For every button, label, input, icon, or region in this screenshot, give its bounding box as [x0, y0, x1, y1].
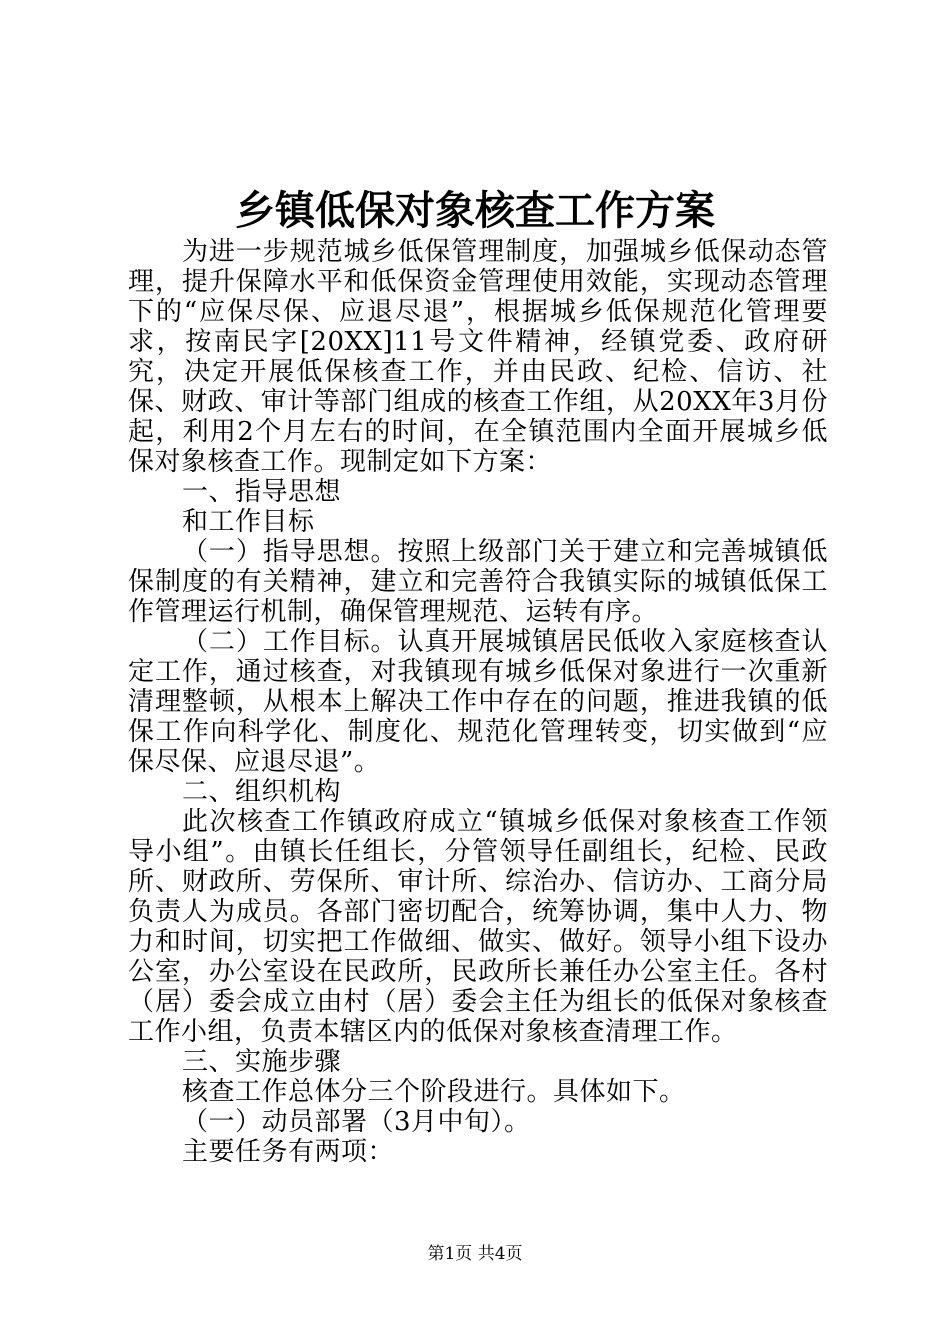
paragraph-organization: 此次核查工作镇政府成立“镇城乡低保对象核查工作领导小组”。由镇长任组长，分管领导任副组长，纪检、民政所、财政所、劳保所、审计所、综治办、信访办、工商分局负责人为成员。各部门密切配合，统筹协调，集中人力、物力和时间，切实把工作做细、做实、做好。领导小组下设办公室，办公室设在民政所，民政所长兼任办公室主任。各村（居）委会成立由村（居）委会主任为组长的低保对象核查工作小组，负责本辖区内的低保对象核查清理工作。 [128, 807, 828, 1047]
section-heading-guiding-thought: 一、指导思想 [182, 477, 342, 507]
page-number-footer: 第1页 共4页 [427, 1244, 523, 1264]
paragraph-main-tasks: 主要任务有两项： [182, 1137, 395, 1167]
document-body [128, 237, 828, 1167]
section-heading-continuation: 和工作目标 [182, 507, 315, 537]
section-heading-organization: 二、组织机构 [182, 777, 342, 807]
document-title: 乡镇低保对象核查工作方案 [235, 187, 715, 234]
paragraph-work-goal: （二）工作目标。认真开展城镇居民低收入家庭核查认定工作，通过核查，对我镇现有城乡低保对象进行一次重新清理整顿，从根本上解决工作中存在的问题，推进我镇的低保工作向科学化、制度化、规范化管理转变，切实做到“应保尽保、应退尽退”。 [128, 627, 828, 777]
intro-paragraph: 为进一步规范城乡低保管理制度，加强城乡低保动态管理，提升保障水平和低保资金管理使用效能，实现动态管理下的“应保尽保、应退尽退”，根据城乡低保规范化管理要求，按南民字[20XX]11号文件精神，经镇党委、政府研究，决定开展低保核查工作，并由民政、纪检、信访、社保、财政、审计等部门组成的核查工作组，从20XX年3月份起，利用2个月左右的时间，在全镇范围内全面开展城乡低保对象核查工作。现制定如下方案： [128, 237, 828, 477]
paragraph-guiding-thought: （一）指导思想。按照上级部门关于建立和完善城镇低保制度的有关精神，建立和完善符合我镇实际的城镇低保工作管理运行机制，确保管理规范、运转有序。 [128, 537, 828, 627]
section-heading-steps: 三、实施步骤 [182, 1047, 342, 1077]
paragraph-steps-overview: 核查工作总体分三个阶段进行。具体如下。 [182, 1077, 686, 1107]
paragraph-mobilization: （一）动员部署（3月中旬）。 [182, 1107, 531, 1137]
